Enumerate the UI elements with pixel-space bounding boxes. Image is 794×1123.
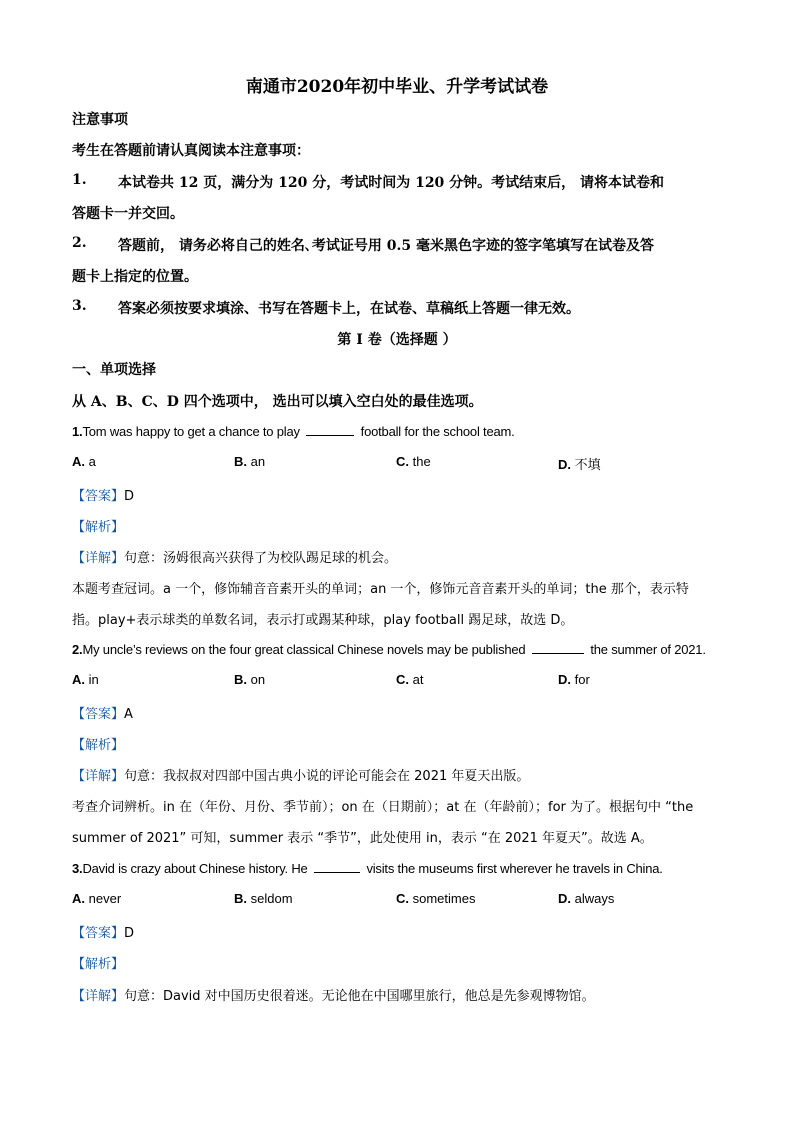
notice-item-number: 1. [72, 172, 87, 188]
answer-tag: 【答案】 [72, 926, 125, 941]
detail-tag: 【详解】 [72, 551, 125, 566]
option-b: B. on [234, 672, 266, 687]
option-c: C. sometimes [396, 891, 476, 906]
section-heading: 一、单项选择 [72, 362, 156, 378]
analysis-tag: 【解析】 [72, 957, 125, 972]
option-d: D. 不填 [558, 457, 601, 473]
option-b: B. seldom [234, 891, 293, 906]
question-text-after: the summer of 2021. [590, 642, 706, 657]
question-text-after: football for the school team. [360, 424, 515, 439]
detail-tag: 【详解】 [72, 769, 125, 784]
notice-item-text-cont: 题卡上指定的位置。 [72, 269, 198, 285]
analysis-tag: 【解析】 [72, 520, 125, 535]
answer-tag: 【答案】 [72, 489, 125, 504]
question-text-before: Tom was happy to get a chance to play [82, 424, 300, 439]
question-1-stem [72, 423, 515, 439]
option-a: A. in [72, 672, 99, 687]
notice-item-number: 3. [72, 298, 87, 314]
question-text-before: My uncle’s reviews on the four great classical Chinese novels may be published [82, 642, 526, 657]
part-title: 第 I 卷（选择题 ） [337, 332, 457, 348]
notice-item-number: 2. [72, 235, 87, 251]
option-c: C. at [396, 672, 424, 687]
notice-intro: 考生在答题前请认真阅读本注意事项： [72, 143, 310, 159]
section-instruction: 从 A、B、C、D 四个选项中， 选出可以填入空白处的最佳选项。 [72, 394, 483, 410]
answer-value: A [124, 707, 133, 722]
notice-item-text-cont: 答题卡一并交回。 [72, 206, 184, 222]
option-b: B. an [234, 454, 266, 469]
answer-value: D [124, 926, 135, 941]
answer-value: D [124, 489, 135, 504]
detail-line [72, 985, 595, 1004]
explanation-line: summer of 2021” 可知，summer 表示 “季节”，此处使用 in，表示 “在 2021 年夏天”。故选 A。 [72, 831, 653, 846]
answer-tag: 【答案】 [72, 707, 125, 722]
answer-line [72, 485, 134, 504]
option-c: C. the [396, 454, 431, 469]
option-d: D. for [558, 672, 590, 687]
detail-line [72, 765, 529, 784]
explanation-line: 指。play+表示球类的单数名词，表示打或踢某种球，play football 踢足球，故选 D。 [72, 613, 574, 628]
answer-blank [306, 423, 354, 436]
answer-line [72, 922, 134, 941]
page-title: 南通市2020年初中毕业、升学考试试卷 [245, 77, 549, 97]
detail-line [72, 547, 397, 566]
detail-tag: 【详解】 [72, 989, 125, 1004]
analysis-tag: 【解析】 [72, 738, 125, 753]
explanation-line: 考查介词辨析。in 在（年份、月份、季节前）；on 在（日期前）；at 在（年龄前）；for 为了。根据句中 “the [72, 800, 694, 815]
detail-text: 句意：David 对中国历史很着迷。无论他在中国哪里旅行，他总是先参观博物馆。 [124, 989, 595, 1004]
notice-item-text: 答题前， 请务必将自己的姓名､考试证号用 0.5 毫米黑色字迹的签字笔填写在试卷及答 [118, 238, 654, 254]
explanation-line: 本题考查冠词。a 一个，修饰辅音音素开头的单词；an 一个，修饰元音音素开头的单词；the 那个，表示特 [72, 582, 689, 597]
question-text-before: David is crazy about Chinese history. He [82, 861, 308, 876]
question-2-stem [72, 641, 706, 657]
answer-blank [314, 860, 360, 873]
option-a: A. a [72, 454, 96, 469]
question-3-stem [72, 860, 663, 876]
notice-item-text: 答案必须按要求填涂、书写在答题卡上，在试卷、草稿纸上答题一律无效。 [118, 301, 580, 317]
question-number: 1. [72, 424, 83, 439]
answer-blank [532, 641, 584, 654]
answer-line [72, 703, 133, 722]
detail-text: 句意：我叔叔对四部中国古典小说的评论可能会在 2021 年夏天出版。 [124, 769, 530, 784]
option-a: A. never [72, 891, 122, 906]
notice-item-text: 本试卷共 12 页，满分为 120 分，考试时间为 120 分钟。考试结束后， 请将本试卷和 [118, 175, 665, 191]
question-number: 2. [72, 642, 83, 657]
question-number: 3. [72, 861, 83, 876]
detail-text: 句意：汤姆很高兴获得了为校队踢足球的机会。 [124, 551, 398, 566]
question-text-after: visits the museums first wherever he travels in China. [366, 861, 663, 876]
option-d: D. always [558, 891, 615, 906]
notice-heading: 注意事项 [72, 112, 128, 128]
